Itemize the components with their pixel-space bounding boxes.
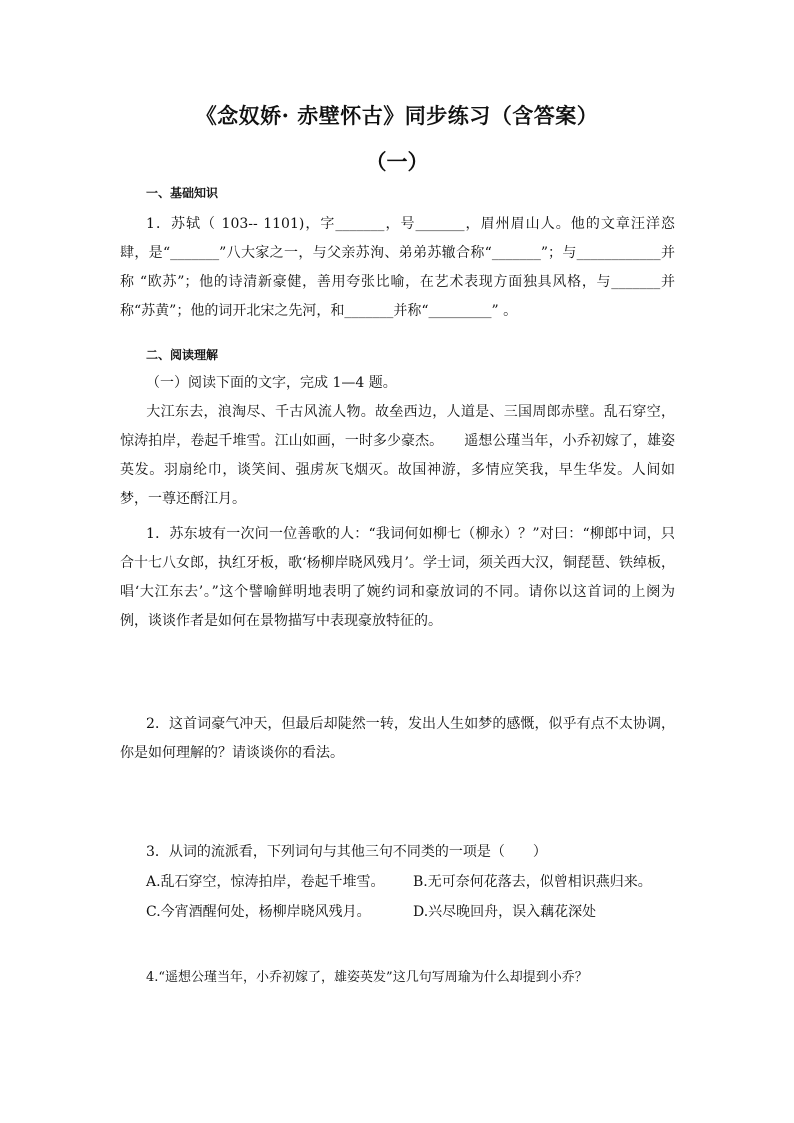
poem-text bbox=[120, 398, 675, 514]
reading-question-1 bbox=[120, 520, 675, 636]
option-b: B.无可奈何花落去，似曾相识燕归来。 bbox=[413, 874, 652, 890]
question-basics-1-text: 1．苏轼（ 103-- 1101)，字_______，号_______，眉州眉山人。他的文章汪洋恣肆，是“_______”八大家之一，与父亲苏洵、弟弟苏辙合称“_______”；与____________并称 “欧苏”；他的诗清新豪健，善用夸张比喻，在艺术表现方面独具风格，与_______并称“苏黄”；他的词开北宋之先河，和_______并称“_________” 。 bbox=[120, 216, 675, 319]
option-d: D.兴尽晚回舟，误入藕花深处 bbox=[413, 904, 597, 920]
question-basics-1 bbox=[120, 210, 675, 326]
reading-question-3: 3．从词的流派看，下列词句与其他三句不同类的一项是（ ） bbox=[146, 844, 547, 860]
section-heading-reading: 二、阅读理解 bbox=[146, 348, 219, 362]
poem-body: 大江东去，浪淘尽、千古风流人物。故垒西边，人道是、三国周郎赤壁。乱石穿空，惊涛拍岸，卷起千堆雪。江山如画，一时多少豪杰。 遥想公瑾当年，小乔初嫁了，雄姿英发。羽扇纶巾，谈笑间、强虏灰飞烟灭。故国神游，多情应笑我，早生华发。人间如梦，一尊还酹江月。 bbox=[120, 404, 675, 507]
reading-question-2-text: 2．这首词豪气冲天，但最后却陡然一转，发出人生如梦的感慨，似乎有点不太协调，你是如何理解的？请谈谈你的看法。 bbox=[120, 716, 675, 761]
reading-question-4: 4.“遥想公瑾当年，小乔初嫁了，雄姿英发”这几句写周瑜为什么却提到小乔？ bbox=[146, 970, 588, 985]
option-c: C.今宵酒醒何处，杨柳岸晓风残月。 bbox=[146, 904, 371, 920]
reading-question-1-text: 1．苏东坡有一次问一位善歌的人：“我词何如柳七（柳永）？”对曰：“柳郎中词，只合十七八女郎，执红牙板，歌‘杨柳岸晓风残月’。学士词，须关西大汉，铜琵琶、铁绰板，唱‘大江东去’。”这个譬喻鲜明地表明了婉约词和豪放词的不同。请你以这首词的上阕为例，谈谈作者是如何在景物描写中表现豪放特征的。 bbox=[120, 526, 675, 629]
reading-question-2 bbox=[120, 710, 675, 768]
section-heading-basics: 一、基础知识 bbox=[146, 186, 219, 200]
page-subtitle: （一） bbox=[365, 149, 429, 174]
reading-intro bbox=[120, 369, 675, 398]
page-title: 《念奴娇· 赤壁怀古》同步练习（含答案） bbox=[195, 103, 599, 128]
reading-intro-text: （一）阅读下面的文字，完成 1—4 题。 bbox=[146, 375, 397, 391]
option-a: A.乱石穿空，惊涛拍岸，卷起千堆雪。 bbox=[146, 874, 385, 890]
